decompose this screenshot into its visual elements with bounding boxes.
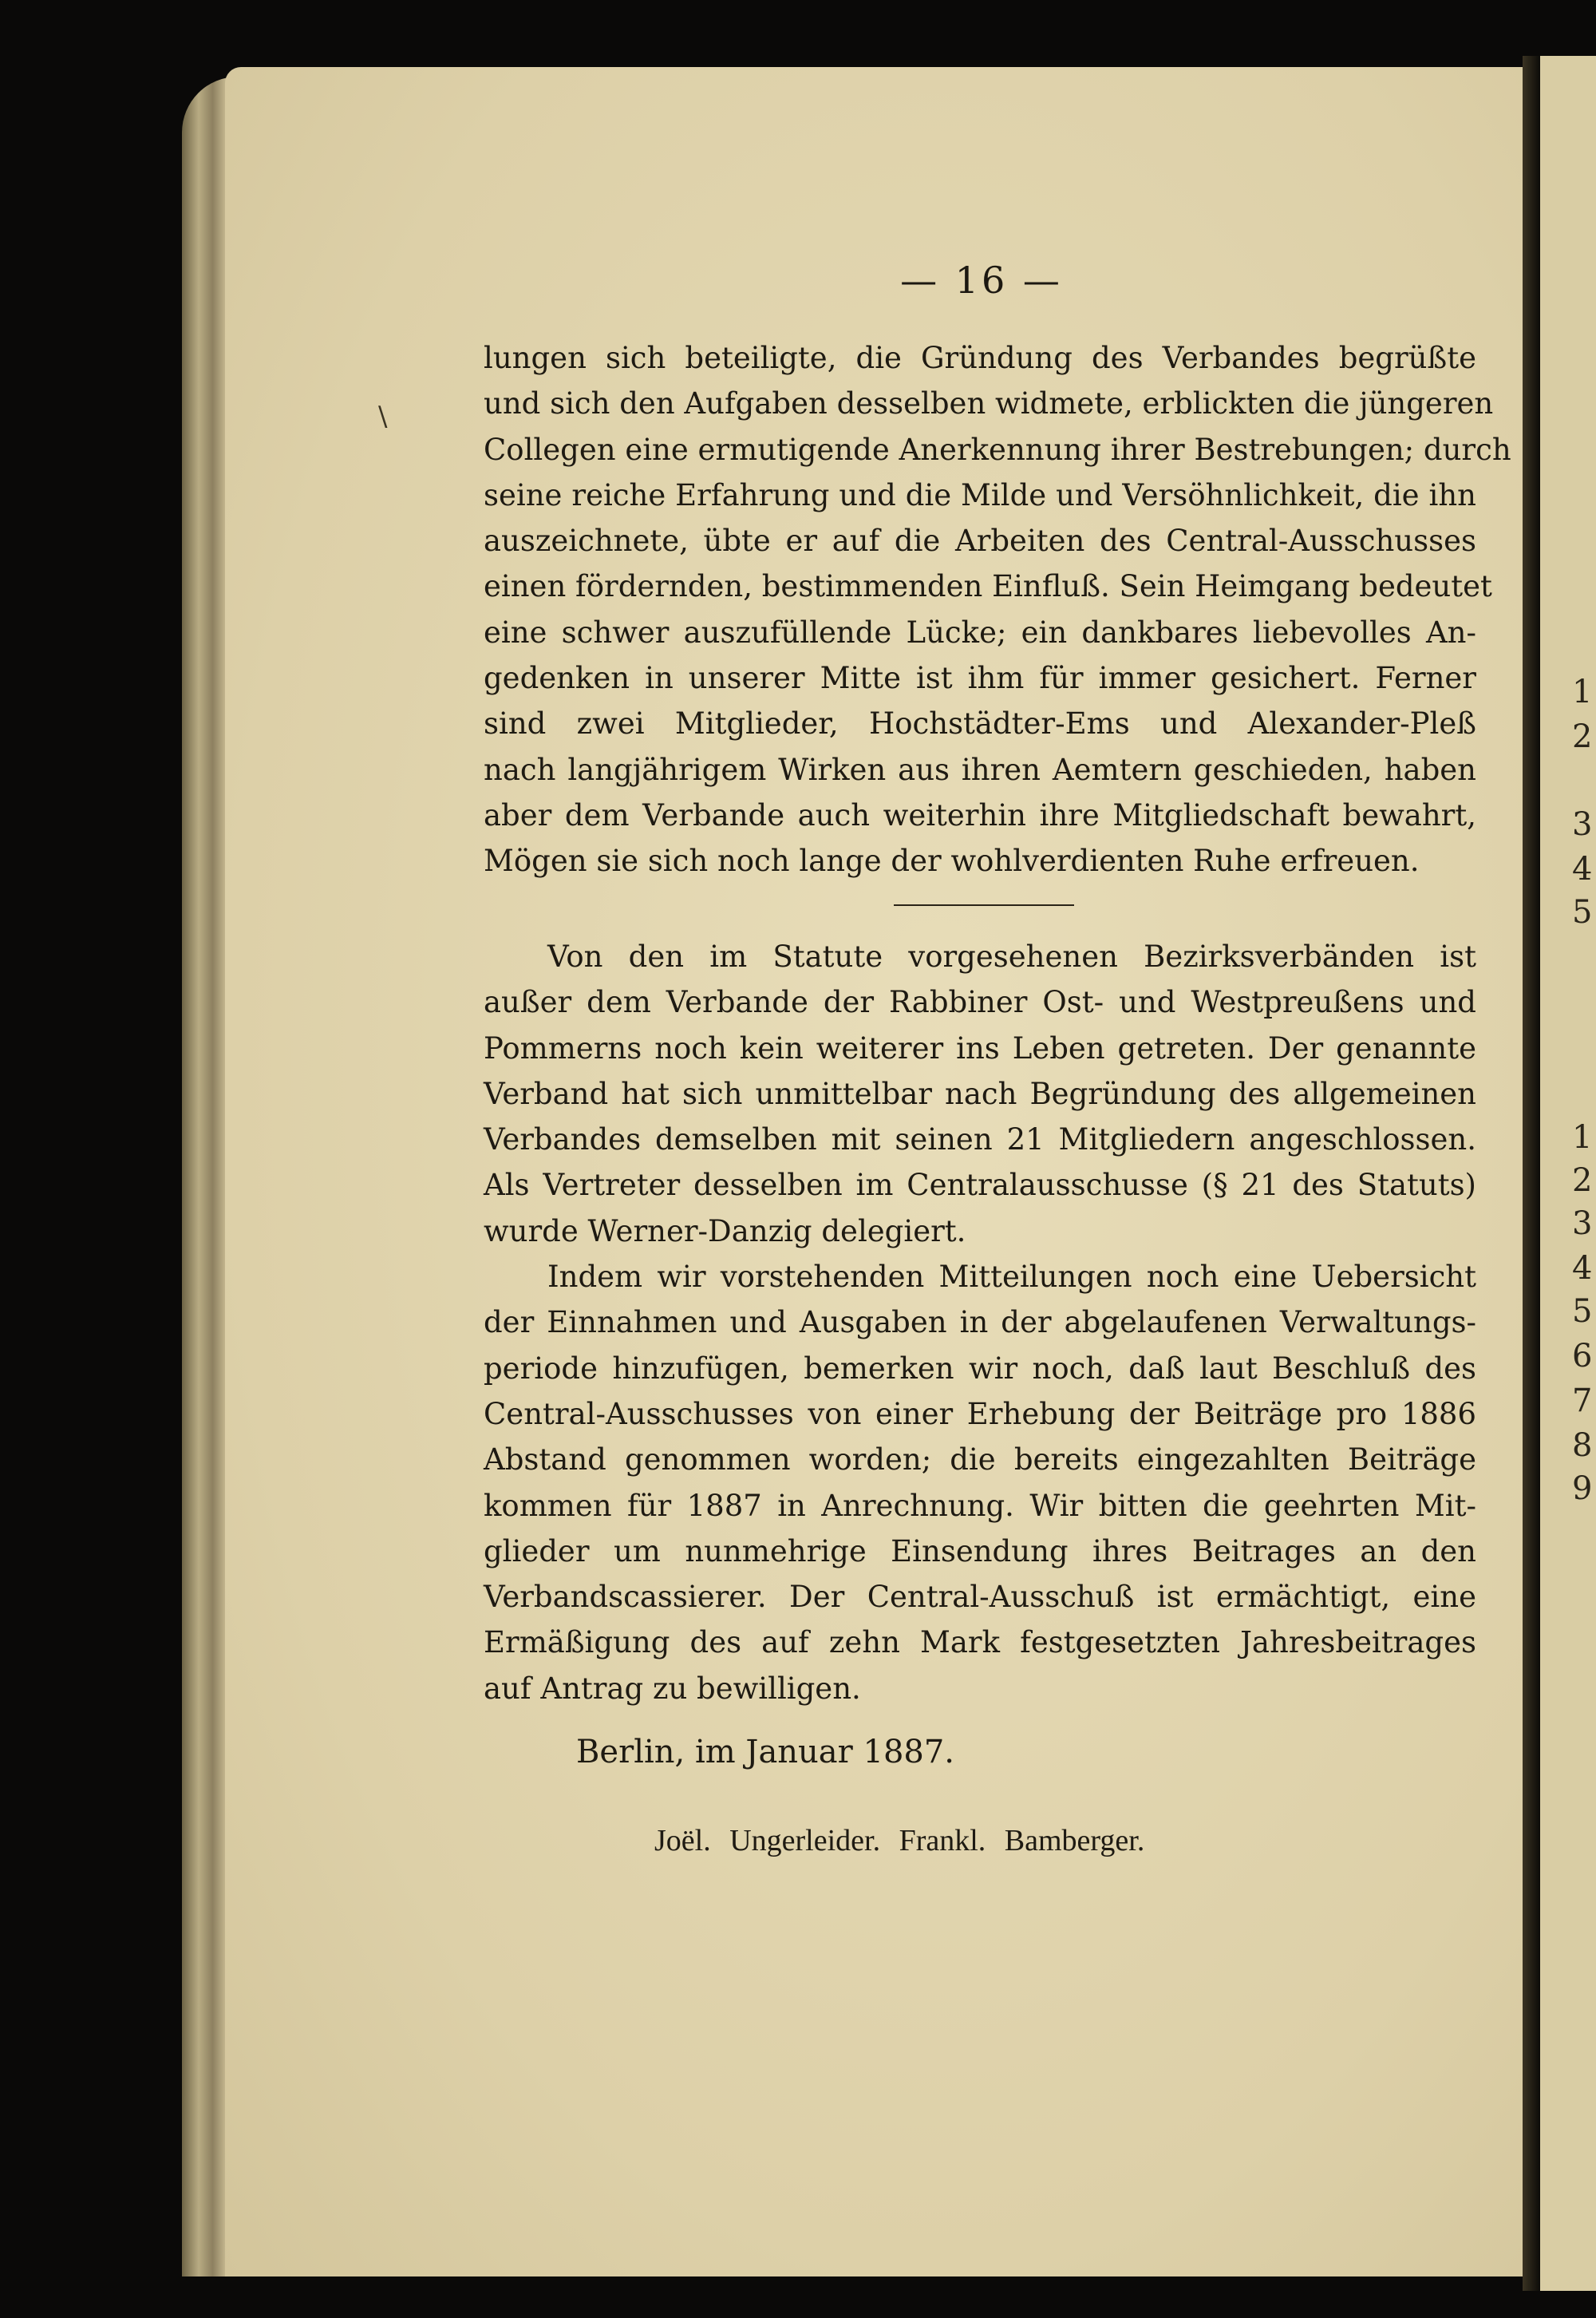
text-line: wurde Werner-Danzig delegiert. <box>484 1213 966 1248</box>
text-line: aber dem Verbande auch weiterhin ihre Mitgliedschaft bewahrt, <box>484 797 1476 833</box>
next-page-digit: 3 <box>1572 806 1593 843</box>
section-divider <box>894 904 1074 906</box>
signatures: Joël. Ungerleider. Frankl. Bamberger. <box>654 1824 1145 1857</box>
text-line: nach langjährigem Wirken aus ihren Aemtern geschieden, haben <box>484 752 1476 787</box>
text-line: Indem wir vorstehenden Mitteilungen noch eine Uebersicht <box>547 1260 1476 1295</box>
paragraph-1 <box>484 335 1511 884</box>
next-page-digit: 1 <box>1572 674 1593 710</box>
text-line: eine schwer auszufüllende Lücke; ein dankbares liebevolles An- <box>484 615 1476 650</box>
text-line: periode hinzufügen, bemerken wir noch, daß laut Beschluß des <box>484 1351 1476 1386</box>
next-page-digit: 2 <box>1572 718 1593 755</box>
paragraph-2-3 <box>484 934 1476 1711</box>
text-line: auf Antrag zu bewilligen. <box>484 1671 861 1706</box>
text-line: Abstand genommen worden; die bereits eingezahlten Beiträge <box>484 1442 1476 1477</box>
next-page-digit: 9 <box>1572 1470 1593 1507</box>
next-page-digit: 8 <box>1572 1427 1593 1464</box>
text-line: der Einnahmen und Ausgaben in der abgelaufenen Verwaltungs- <box>484 1305 1476 1340</box>
text-line: lungen sich beteiligte, die Gründung des Verbandes begrüßte <box>484 341 1476 375</box>
text-line: Von den im Statute vorgesehenen Bezirksverbänden ist <box>547 939 1476 974</box>
text-line: kommen für 1887 in Anrechnung. Wir bitten die geehrten Mit- <box>484 1488 1476 1523</box>
text-line: einen fördernden, bestimmenden Einfluß. Sein Heimgang bedeutet <box>484 569 1492 604</box>
next-page-digit: 6 <box>1572 1338 1593 1375</box>
next-page-edge <box>1540 56 1596 2291</box>
text-line: Central-Ausschusses von einer Erhebung der Beiträge pro 1886 <box>484 1396 1476 1431</box>
next-page-digit: 3 <box>1572 1205 1593 1242</box>
text-line: und sich den Aufgaben desselben widmete, erblickten die jüngeren <box>484 386 1494 421</box>
book-gutter <box>1523 56 1540 2291</box>
text-line: glieder um nunmehrige Einsendung ihres Beitrages an den <box>484 1533 1476 1568</box>
text-line: seine reiche Erfahrung und die Milde und Versöhnlichkeit, die ihn <box>484 477 1476 512</box>
text-line: Verband hat sich unmittelbar nach Begründung des allgemeinen <box>484 1076 1476 1111</box>
text-line: sind zwei Mitglieder, Hochstädter-Ems und Alexander-Pleß <box>484 706 1476 742</box>
next-page-digit: 7 <box>1572 1382 1593 1419</box>
next-page-digit: 5 <box>1572 1293 1593 1330</box>
text-line: Verbandscassierer. Der Central-Ausschuß ist ermächtigt, eine <box>484 1580 1476 1615</box>
text-line: Pommerns noch kein weiterer ins Leben getreten. Der genannte <box>484 1030 1476 1066</box>
next-page-digit: 5 <box>1572 894 1593 931</box>
text-line: Ermäßigung des auf zehn Mark festgesetzten Jahresbeitrages <box>484 1625 1476 1660</box>
text-line: Als Vertreter desselben im Centralausschusse (§ 21 des Statuts) <box>484 1168 1476 1203</box>
text-line: Mögen sie sich noch lange der wohlverdienten Ruhe erfreuen. <box>484 844 1420 879</box>
next-page-digit: 2 <box>1572 1162 1593 1199</box>
next-page-digit: 1 <box>1572 1119 1593 1156</box>
text-line: Verbandes demselben mit seinen 21 Mitgliedern angeschlossen. <box>484 1122 1476 1157</box>
next-page-digit: 4 <box>1572 851 1593 888</box>
place-date: Berlin, im Januar 1887. <box>576 1734 955 1770</box>
text-line: außer dem Verbande der Rabbiner Ost- und Westpreußens und <box>484 985 1476 1020</box>
margin-mark: \ <box>378 401 388 433</box>
text-line: auszeichnete, übte er auf die Arbeiten des Central-Ausschusses <box>484 524 1476 559</box>
next-page-digit: 4 <box>1572 1250 1593 1287</box>
text-line: Collegen eine ermutigende Anerkennung ihrer Bestrebungen; durch <box>484 432 1511 467</box>
text-line: gedenken in unserer Mitte ist ihm für immer gesichert. Ferner <box>484 661 1476 696</box>
page-number: — 16 — <box>900 259 1063 302</box>
